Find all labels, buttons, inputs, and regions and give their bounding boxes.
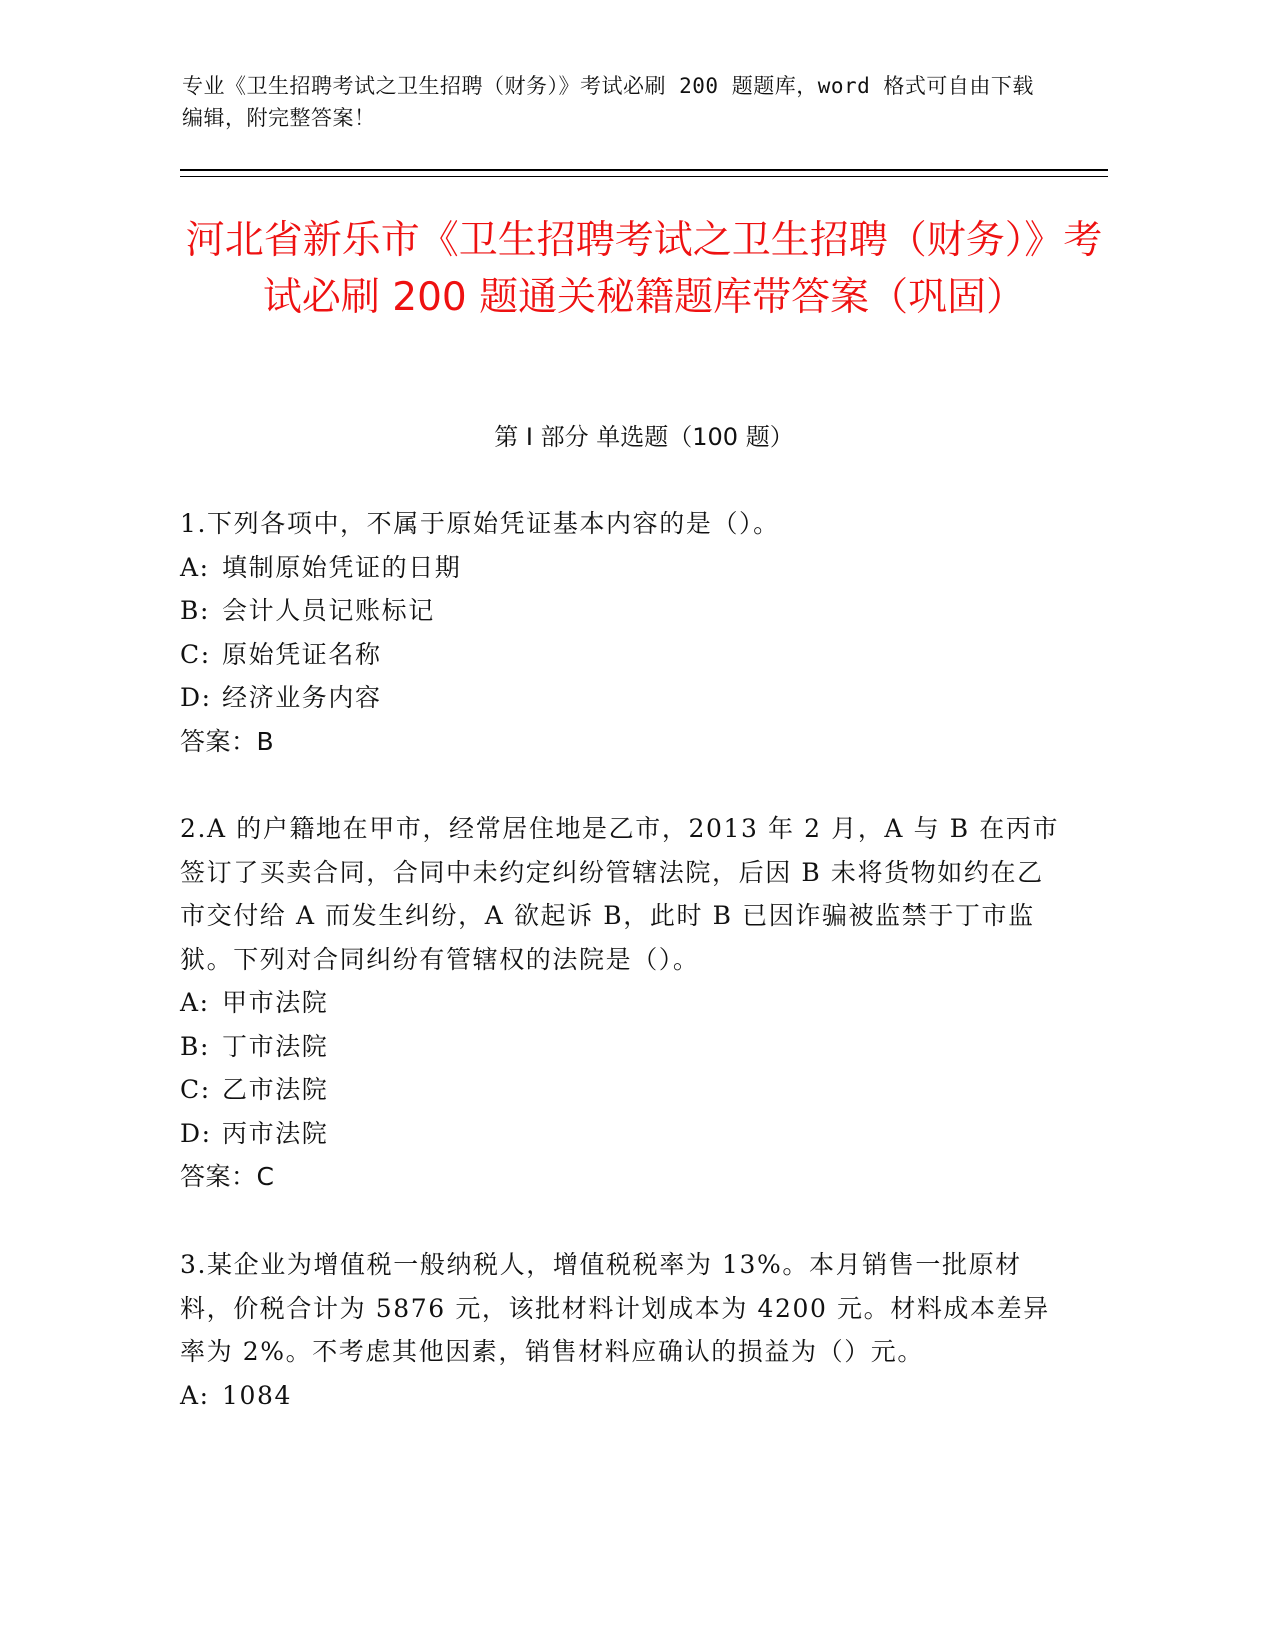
answer-line: 答案：C: [180, 1162, 275, 1191]
question-1: [180, 502, 1060, 763]
option-text: 填制原始凭证的日期: [222, 552, 462, 582]
option-text: 经济业务内容: [222, 683, 382, 712]
question-2: [180, 807, 1060, 1199]
option-key: C:: [180, 639, 211, 669]
option-text: 甲市法院: [222, 988, 329, 1017]
question-text: 2.A 的户籍地在甲市，经常居住地是乙市，2013 年 2 月，A 与 B 在丙市签订了买卖合同，合同中未约定纠纷管辖法院，后因 B 未将货物如约在乙市交付给 A 而发生纠纷，A 欲起诉 B，此时 B 已因诈骗被监禁于丁市监狱。下列对合同纠纷有管辖权的法院是（）。: [180, 814, 1060, 974]
header-divider-thin: [180, 176, 1108, 177]
option-key: D:: [180, 683, 212, 712]
option-text: 乙市法院: [222, 1075, 329, 1104]
option-text: 1084: [222, 1380, 293, 1410]
option-c: [180, 633, 1060, 677]
option-text: 丁市法院: [222, 1031, 329, 1061]
option-b: [180, 589, 1060, 633]
option-a: [180, 546, 1060, 590]
option-key: A:: [180, 1380, 210, 1410]
answer-line: 答案：B: [180, 726, 275, 756]
option-key: A:: [180, 552, 210, 582]
option-d: [180, 676, 1060, 720]
section-heading: 第 I 部分 单选题（100 题）: [494, 423, 794, 451]
header-note: 专业《卫生招聘考试之卫生招聘（财务）》考试必刷 200 题题库，word 格式可自由下载编辑，附完整答案！: [182, 74, 1034, 130]
document-title: 河北省新乐市《卫生招聘考试之卫生招聘（财务）》考试必刷 200 题通关秘籍题库带答案（巩固）: [185, 218, 1103, 320]
question-text: 1.下列各项中，不属于原始凭证基本内容的是（）。: [180, 509, 780, 538]
option-d: [180, 1112, 1060, 1156]
option-a: [180, 1374, 1060, 1418]
option-key: B:: [180, 1031, 210, 1061]
option-a: [180, 981, 1060, 1025]
question-3: [180, 1243, 1060, 1417]
header-divider-thick: [180, 169, 1108, 171]
option-key: C:: [180, 1075, 211, 1104]
option-c: [180, 1068, 1060, 1112]
option-text: 原始凭证名称: [222, 639, 382, 669]
option-key: D:: [180, 1118, 212, 1148]
option-key: B:: [180, 596, 210, 625]
question-text: 3.某企业为增值税一般纳税人，增值税税率为 13%。本月销售一批原材料，价税合计为 5876 元，该批材料计划成本为 4200 元。材料成本差异率为 2%。不考虑其他因素，销售材料应确认的损益为（）元。: [180, 1250, 1050, 1366]
option-text: 会计人员记账标记: [222, 596, 435, 625]
option-b: [180, 1025, 1060, 1069]
option-text: 丙市法院: [222, 1118, 329, 1148]
option-key: A:: [180, 988, 210, 1017]
